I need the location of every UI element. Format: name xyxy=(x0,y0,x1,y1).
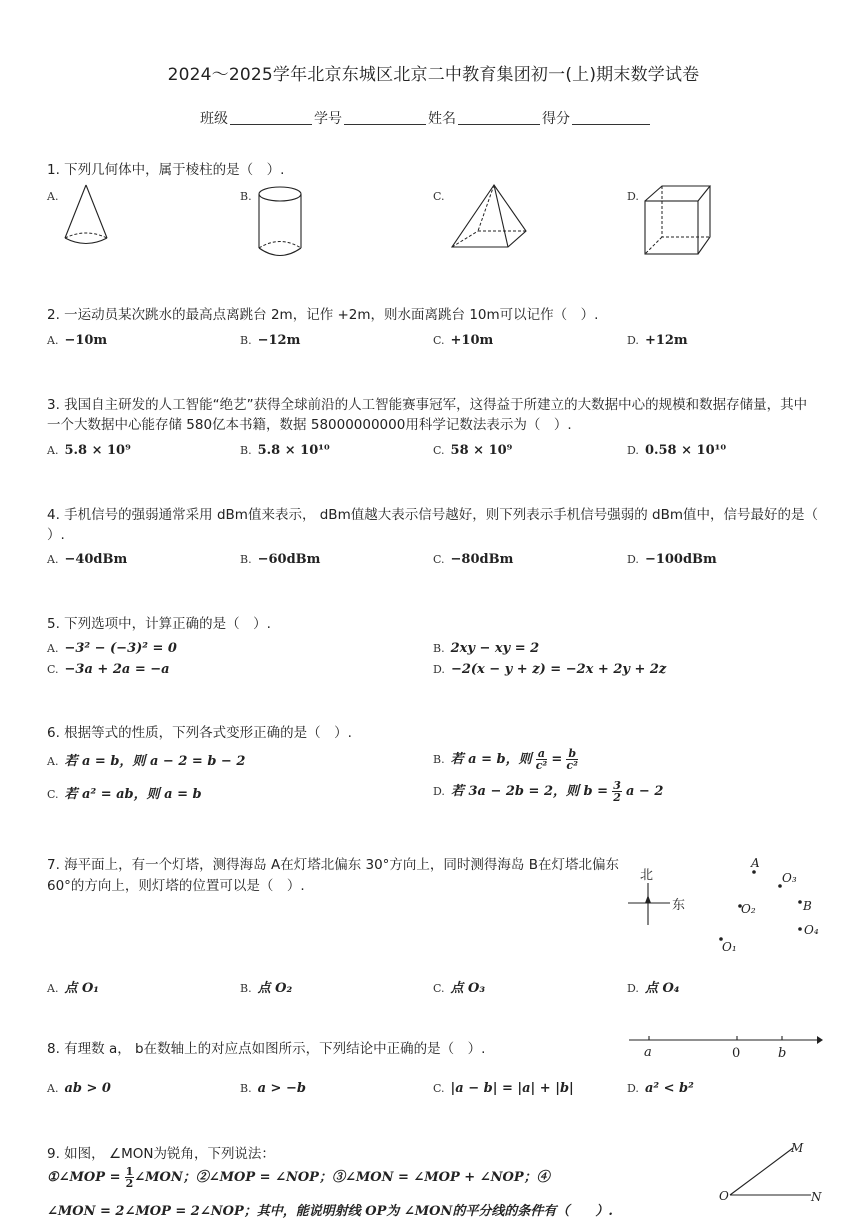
option-letter: D. xyxy=(627,334,639,347)
denominator: c² xyxy=(566,759,578,772)
question-5-text: 5. 下列选项中，计算正确的是（ ）. xyxy=(47,616,271,632)
question-8-text: 8. 有理数 a， b在数轴上的对应点如图所示，下列结论中正确的是（ ）. xyxy=(47,1041,486,1057)
label-o: O xyxy=(719,1189,729,1203)
option-letter: C. xyxy=(433,334,445,347)
point-a-label: A xyxy=(751,856,760,870)
option-value: 5.8 × 10⁹ xyxy=(64,443,131,458)
id-blank xyxy=(344,110,426,125)
question-1-text: 1. 下列几何体中，属于棱柱的是（ ）. xyxy=(47,162,285,178)
option-value: −3a + 2a = −a xyxy=(64,662,170,677)
option-letter: A. xyxy=(47,334,59,347)
name-label: 姓名 xyxy=(428,111,456,127)
q4-option-c[interactable] xyxy=(433,552,513,567)
option-value: −100dBm xyxy=(644,552,717,567)
student-info-line xyxy=(200,108,652,128)
q2-option-c[interactable] xyxy=(433,333,493,348)
question-4-line-1: 4. 手机信号的强弱通常采用 dBm值来表示， dBm值越大表示信号越好，则下列表示手机信号强弱的 dBm值中，信号最好的是（ xyxy=(47,507,818,523)
option-letter: B. xyxy=(240,553,252,566)
option-value: 点 O₂ xyxy=(257,981,293,996)
q8-option-b[interactable] xyxy=(240,1081,306,1096)
point-o2-label: O₂ xyxy=(741,902,756,916)
option-letter: C. xyxy=(433,553,445,566)
q1-option-d-label[interactable]: D. xyxy=(627,190,639,203)
option-letter: B. xyxy=(240,334,252,347)
option-value: 2xy − xy = 2 xyxy=(450,641,540,656)
question-2-text: 2. 一运动员某次跳水的最高点离跳台 2m，记作 +2m，则水面离跳台 10m可以记作（ ）. xyxy=(47,307,599,323)
option-value: |a − b| = |a| + |b| xyxy=(450,1081,574,1096)
question-6-text: 6. 根据等式的性质，下列各式变形正确的是（ ）. xyxy=(47,725,352,741)
option-letter: B. xyxy=(240,444,252,457)
q3-option-c[interactable] xyxy=(433,443,512,458)
condition-text: ∠MON = 2∠MOP = 2∠NOP；其中，能说明射线 OP为 ∠MON的平分线的条件有（ ）. xyxy=(47,1204,613,1219)
option-value: +12m xyxy=(644,333,688,348)
option-letter: D. xyxy=(627,982,639,995)
numerator: 3 xyxy=(613,779,621,792)
angle-mon-figure xyxy=(715,1138,825,1208)
option-letter: A. xyxy=(47,755,59,768)
question-9-line-2 xyxy=(47,1166,550,1189)
option-letter: B. xyxy=(433,753,445,766)
label-n: N xyxy=(811,1190,822,1204)
pyramid-icon xyxy=(448,183,533,253)
q8-option-c[interactable] xyxy=(433,1081,574,1096)
number-line-arrow xyxy=(817,1036,823,1044)
option-value: 点 O₄ xyxy=(644,981,680,996)
id-label: 学号 xyxy=(314,111,342,127)
q4-option-d[interactable] xyxy=(627,552,717,567)
option-letter: C. xyxy=(47,788,59,801)
q5-option-c[interactable] xyxy=(47,662,170,677)
score-label: 得分 xyxy=(542,111,570,127)
numerator: b xyxy=(568,747,577,760)
option-text: a − 2 xyxy=(625,784,664,799)
class-blank xyxy=(230,110,312,125)
cube-icon xyxy=(640,183,715,258)
fraction-a-over-c2 xyxy=(536,748,548,771)
label-zero: 0 xyxy=(732,1046,741,1061)
option-value: 点 O₁ xyxy=(64,981,99,996)
numerator: 1 xyxy=(125,1165,134,1178)
option-value: 若 a = b，则 a − 2 = b − 2 xyxy=(64,754,246,769)
condition-text: ∠MON；②∠MOP = ∠NOP；③∠MON = ∠MOP + ∠NOP；④ xyxy=(134,1170,550,1185)
number-line-figure xyxy=(625,1028,825,1064)
q5-option-d[interactable] xyxy=(433,662,666,677)
option-value: 58 × 10⁹ xyxy=(450,443,513,458)
q3-option-a[interactable] xyxy=(47,443,131,458)
option-letter: C. xyxy=(433,1082,445,1095)
q8-option-d[interactable] xyxy=(627,1081,694,1096)
fraction-one-half xyxy=(125,1166,135,1189)
question-3-line-2: 一个大数据中心能存储 580亿本书籍，数据 58000000000用科学记数法表示为（ ）. xyxy=(47,417,572,433)
score-blank xyxy=(572,110,650,125)
option-value: −3² − (−3)² = 0 xyxy=(64,641,177,656)
compass-islands-figure xyxy=(620,855,830,965)
fraction-3-over-2 xyxy=(612,780,622,803)
option-letter: B. xyxy=(433,642,445,655)
point-o1-label: O₁ xyxy=(722,940,737,954)
option-value: −10m xyxy=(64,333,108,348)
option-value: −12m xyxy=(257,333,301,348)
option-value: a² < b² xyxy=(644,1081,694,1096)
option-letter: A. xyxy=(47,553,59,566)
point-b xyxy=(798,900,802,904)
question-4-line-2: ）. xyxy=(47,527,65,543)
q1-option-b-label[interactable]: B. xyxy=(240,190,252,203)
q6-option-d[interactable] xyxy=(433,780,663,803)
option-value: −2(x − y + z) = −2x + 2y + 2z xyxy=(450,662,667,677)
option-value: 5.8 × 10¹⁰ xyxy=(257,443,330,458)
question-3-line-1: 3. 我国自主研发的人工智能“绝艺”获得全球前沿的人工智能赛事冠军，这得益于所建立的大数据中心的规模和数据存储量，其中 xyxy=(47,397,808,413)
option-letter: C. xyxy=(433,444,445,457)
q4-option-a[interactable] xyxy=(47,552,127,567)
denominator: c² xyxy=(535,759,548,772)
option-letter: C. xyxy=(47,663,59,676)
option-letter: D. xyxy=(433,785,445,798)
option-value: −60dBm xyxy=(257,552,321,567)
q1-option-c-label[interactable]: C. xyxy=(433,190,445,203)
option-value: 0.58 × 10¹⁰ xyxy=(644,443,727,458)
numerator: a xyxy=(536,748,548,760)
option-value: −40dBm xyxy=(64,552,128,567)
option-letter: C. xyxy=(433,982,445,995)
option-value: −80dBm xyxy=(450,552,514,567)
option-letter: D. xyxy=(433,663,445,676)
option-value: 若 a² = ab，则 a = b xyxy=(64,787,202,802)
denominator: 2 xyxy=(613,791,621,804)
q6-option-a[interactable] xyxy=(47,750,245,769)
option-letter: D. xyxy=(627,1082,639,1095)
q7-option-c[interactable] xyxy=(433,977,485,996)
option-letter: B. xyxy=(240,1082,252,1095)
question-9-text: 9. 如图， ∠MON为锐角，下列说法： xyxy=(47,1146,275,1162)
q6-option-c[interactable] xyxy=(47,783,202,802)
option-text: 若 3a − 2b = 2，则 b = xyxy=(450,784,609,799)
q6-option-b[interactable] xyxy=(433,748,578,771)
label-b: b xyxy=(778,1046,787,1061)
page-title: 2024～2025学年北京东城区北京二中教育集团初一(上)期末数学试卷 xyxy=(167,65,700,85)
point-o4 xyxy=(798,927,802,931)
q7-option-a[interactable] xyxy=(47,977,99,996)
label-m: M xyxy=(791,1141,804,1155)
option-text: 若 a = b，则 xyxy=(450,752,532,767)
class-label: 班级 xyxy=(200,111,228,127)
compass-arrow xyxy=(645,895,651,903)
option-letter: A. xyxy=(47,1082,59,1095)
ray-om xyxy=(730,1148,793,1195)
condition-text: ①∠MOP = xyxy=(47,1170,121,1185)
q8-option-a[interactable] xyxy=(47,1081,111,1096)
cylinder-icon xyxy=(255,185,310,265)
option-value: +10m xyxy=(450,333,494,348)
q5-option-a[interactable] xyxy=(47,641,177,656)
option-letter: A. xyxy=(47,444,59,457)
option-value: 点 O₃ xyxy=(450,981,486,996)
question-9-line-3 xyxy=(47,1200,613,1219)
name-blank xyxy=(458,110,540,125)
question-7-line-1: 7. 海平面上，有一个灯塔，测得海岛 A在灯塔北偏东 30°方向上，同时测得海岛 B在灯塔北偏东 xyxy=(47,857,619,873)
q3-option-b[interactable] xyxy=(240,443,330,458)
q7-option-d[interactable] xyxy=(627,977,679,996)
north-label: 北 xyxy=(640,868,654,883)
q2-option-b[interactable] xyxy=(240,333,300,348)
fraction-b-over-c2 xyxy=(566,748,578,771)
option-letter: B. xyxy=(240,982,252,995)
point-o3-label: O₃ xyxy=(782,871,797,885)
label-a: a xyxy=(644,1045,652,1060)
equals-sign: = xyxy=(551,752,563,767)
q5-option-b[interactable] xyxy=(433,641,539,656)
point-b-label: B xyxy=(803,899,812,913)
q7-option-b[interactable] xyxy=(240,977,292,996)
option-value: ab > 0 xyxy=(64,1081,111,1096)
option-letter: D. xyxy=(627,444,639,457)
east-label: 东 xyxy=(672,898,686,913)
q2-option-a[interactable] xyxy=(47,333,107,348)
q3-option-d[interactable] xyxy=(627,443,726,458)
cone-icon xyxy=(60,183,115,253)
option-letter: A. xyxy=(47,642,59,655)
option-letter: A. xyxy=(47,982,59,995)
q2-option-d[interactable] xyxy=(627,333,688,348)
point-a xyxy=(752,870,756,874)
point-o4-label: O₄ xyxy=(804,923,819,937)
denominator: 2 xyxy=(125,1177,134,1190)
option-letter: D. xyxy=(627,553,639,566)
option-value: a > −b xyxy=(257,1081,306,1096)
question-7-line-2: 60°的方向上，则灯塔的位置可以是（ ）. xyxy=(47,878,305,894)
q1-option-a-label[interactable]: A. xyxy=(47,190,59,203)
q4-option-b[interactable] xyxy=(240,552,320,567)
